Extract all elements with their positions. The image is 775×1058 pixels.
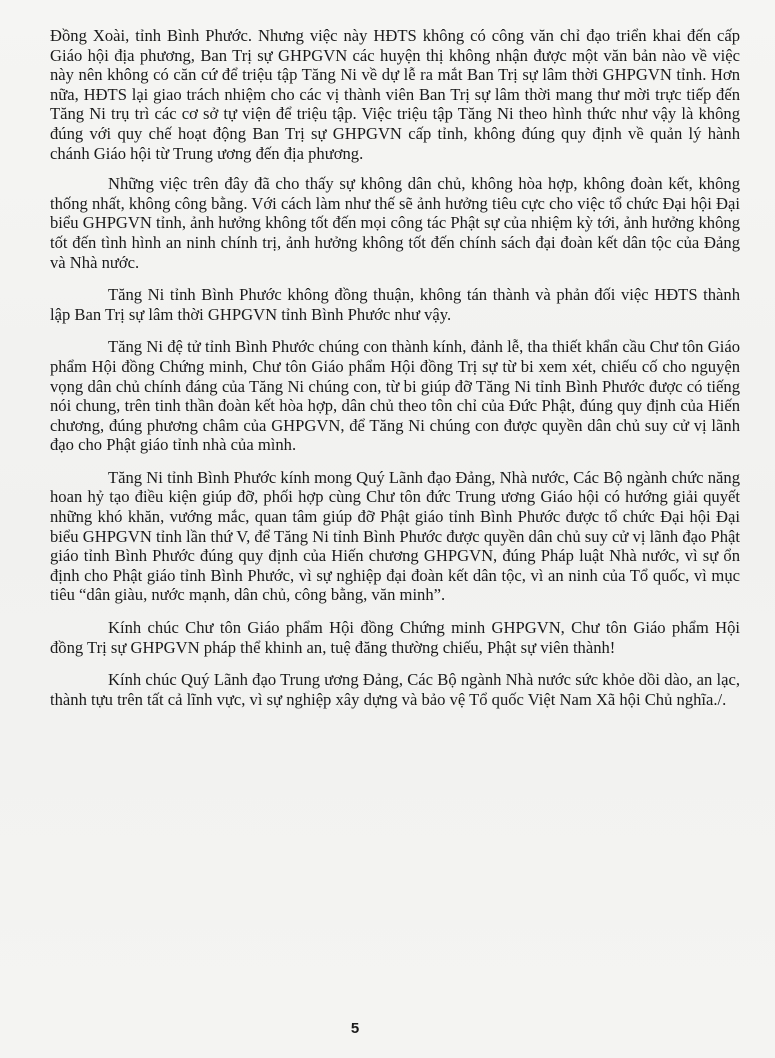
paragraph-3: Tăng Ni tỉnh Bình Phước không đồng thuận, không tán thành và phản đối việc HĐTS thành lập Ban Trị sự lâm thời GHPGVN tỉnh Bình Phước như vậy. xyxy=(50,285,740,324)
page-number: 5 xyxy=(350,1020,360,1037)
paragraph-1: Đồng Xoài, tỉnh Bình Phước. Nhưng việc này HĐTS không có công văn chỉ đạo triển khai đến cấp Giáo hội địa phương, Ban Trị sự GHPGVN các huyện thị không nhận được một văn bản nào về việc này nên không có căn cứ để triệu tập Tăng Ni về dự lễ ra mắt Ban Trị sự lâm thời GHPGVN tỉnh. Hơn nữa, HĐTS lại giao trách nhiệm cho các vị thành viên Ban Trị sự lâm thời mang thư mời trực tiếp đến Tăng Ni trụ trì các cơ sở tự viện để triệu tập. Việc triệu tập Tăng Ni theo hình thức như vậy là không đúng với quy chế hoạt động Ban Trị sự GHPGVN cấp tỉnh, không đúng quy định về quản lý hành chánh Giáo hội từ Trung ương đến địa phương. xyxy=(50,26,740,163)
paragraph-7: Kính chúc Quý Lãnh đạo Trung ương Đảng, Các Bộ ngành Nhà nước sức khỏe dồi dào, an lạc, thành tựu trên tất cả lĩnh vực, vì sự nghiệp xây dựng và bảo vệ Tổ quốc Việt Nam Xã hội Chủ nghĩa./. xyxy=(50,670,740,709)
document-body xyxy=(50,26,740,722)
paragraph-2: Những việc trên đây đã cho thấy sự không dân chủ, không hòa hợp, không đoàn kết, không thống nhất, không công bằng. Với cách làm như thế sẽ ảnh hưởng tiêu cực cho việc tổ chức Đại hội Đại biểu GHPGVN tỉnh, ảnh hưởng không tốt đến mọi công tác Phật sự của nhiệm kỳ tới, ảnh hưởng không tốt đến tình hình an ninh chính trị, ảnh hưởng không tốt đến chính sách đại đoàn kết dân tộc của Đảng và Nhà nước. xyxy=(50,174,740,272)
paragraph-5: Tăng Ni tỉnh Bình Phước kính mong Quý Lãnh đạo Đảng, Nhà nước, Các Bộ ngành chức năng hoan hỷ tạo điều kiện giúp đỡ, phối hợp cùng Chư tôn đức Trung ương Giáo hội có hướng giải quyết những khó khăn, vướng mắc, quan tâm giúp đỡ Phật giáo tỉnh Bình Phước được tổ chức Đại hội Đại biểu GHPGVN tỉnh lần thứ V, để Tăng Ni tỉnh Bình Phước được quyền dân chủ suy cử vị lãnh đạo Phật giáo tỉnh Bình Phước đúng quy định của Hiến chương GHPGVN, đúng Pháp luật Nhà nước, vì sự ổn định cho Phật giáo tỉnh Bình Phước, vì sự nghiệp đại đoàn kết dân tộc, vì an ninh của Tổ quốc, vì mục tiêu “dân giàu, nước mạnh, dân chủ, công bằng, văn minh”. xyxy=(50,467,740,605)
paragraph-4: Tăng Ni đệ tử tỉnh Bình Phước chúng con thành kính, đảnh lễ, tha thiết khẩn cầu Chư tôn Giáo phẩm Hội đồng Chứng minh, Chư tôn Giáo phẩm Hội đồng Trị sự từ bi xem xét, chiếu cố cho nguyện vọng dân chủ chính đáng của Tăng Ni chúng con, từ bi giúp đỡ Tăng Ni tỉnh Bình Phước được có tiếng nói chung, trên tinh thần đoàn kết hòa hợp, dân chủ theo tôn chỉ của Đức Phật, đúng quy định của Hiến chương, đúng phương châm của GHPGVN, để Tăng Ni chúng con được quyền dân chủ suy cử vị lãnh đạo cho Phật giáo tỉnh nhà của mình. xyxy=(50,337,740,455)
paragraph-6: Kính chúc Chư tôn Giáo phẩm Hội đồng Chứng minh GHPGVN, Chư tôn Giáo phẩm Hội đồng Trị sự GHPGVN pháp thể khinh an, tuệ đăng thường chiếu, Phật sự viên thành! xyxy=(50,618,740,657)
